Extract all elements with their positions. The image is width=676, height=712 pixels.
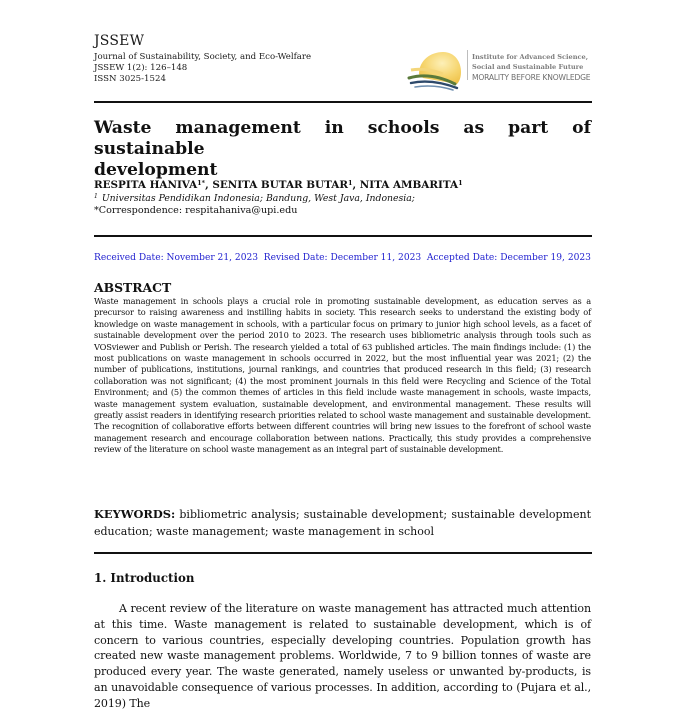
abstract-heading: ABSTRACT [94,280,172,295]
correspondence-email[interactable]: *Correspondence: respitahaniva@upi.edu [94,205,298,216]
author-affiliation-marker: 1 [347,179,353,187]
revised-date: Revised Date: December 11, 2023 [263,253,422,263]
keywords [94,506,591,540]
sun-wave-logo-icon [405,48,465,92]
author-affiliation-marker: 1 [458,179,463,187]
metadata-divider [94,235,592,237]
keywords-text: bibliometric analysis; sustainable development; sustainable development education; waste management; waste management in school [94,508,591,538]
introduction-paragraph: A recent review of the literature on waste management has attracted much attention at this time. Waste management is related to sustainable development, which is of concern to various countries, especially developing countries. Population growth has created new waste management problems. Worldwide, 7 to 9 billion tonnes of waste are produced every year. The waste generated, namely useless or unwanted by-products, is an unavoidable consequence of various processes. In addition, according to (Pujara et al., 2019) The [94,602,591,710]
logo-tagline: MORALITY BEFORE KNOWLEDGE [472,73,591,82]
journal-issn: ISSN 3025-1524 [94,74,166,84]
affiliation [94,193,415,204]
publisher-logo [405,48,605,92]
article-title-line-1: Waste management in schools as part of sustainable [94,118,591,159]
keywords-divider [94,552,592,554]
author-name: SENITA BUTAR BUTAR [212,179,348,191]
journal-full-name: Journal of Sustainability, Society, and Eco-Welfare [94,52,312,62]
logo-divider [467,50,468,80]
journal-abbrev: JSSEW [94,33,145,49]
journal-citation: JSSEW 1(2): 126–148 [94,63,188,73]
affiliation-marker: 1 [94,193,98,200]
author-separator: , [352,179,360,191]
author-list [94,179,463,191]
author-name: NITA AMBARITA [359,179,459,191]
article-title [94,118,591,181]
section-heading-introduction: 1. Introduction [94,571,195,585]
author-affiliation-marker: 1* [197,179,206,187]
logo-line-2: Social and Sustainable Future [472,63,584,71]
article-title-line-2: development [94,160,218,180]
introduction-body [94,601,591,712]
author-name: RESPITA HANIVA [94,179,198,191]
accepted-date: Accepted Date: December 19, 2023 [426,253,591,263]
author-separator: , [205,179,213,191]
blue-wave-2 [415,86,453,90]
affiliation-text: Universitas Pendidikan Indonesia; Bandung, West Java, Indonesia; [101,193,415,204]
abstract-text: Waste management in schools plays a crucial role in promoting sustainable development, as education serves as a precursor to raising awareness and instilling habits in society. This research seeks to understand the existing body of knowledge on waste management in schools, with a particular focus on primary to junior high school levels, as a facet of sustainable development over the period 2010 to 2023. The research uses bibliometric analysis through tools such as VOSviewer and Publish or Perish. The research yielded a total of 63 published articles. The main findings include: (1) the most publications on waste management in schools occurred in 2022, but the most influential year was 2021; (2) the number of publications, institutions, journal rankings, and countries that produced research in this field; (3) research collaboration was not significant; (4) the most prominent journals in this field were Recycling and Science of the Total Environment; and (5) the common themes of articles in this field include waste management in schools, waste impacts, waste management system evaluation, sustainable development, and environmental management. These results will greatly assist readers in identifying research priorities related to school waste management and sustainable development. The recognition of collaborative efforts between different countries will bring new issues to the forefront of school waste management research and encourage collaboration between nations. Practically, this study provides a comprehensive review of the literature on school waste management as an integral part of sustainable development. [94,296,591,455]
logo-line-1: Institute for Advanced Science, [472,53,589,61]
keywords-label: KEYWORDS: [94,507,176,521]
received-date: Received Date: November 21, 2023 [94,253,259,263]
article-dates [94,253,591,263]
header-divider [94,101,592,103]
